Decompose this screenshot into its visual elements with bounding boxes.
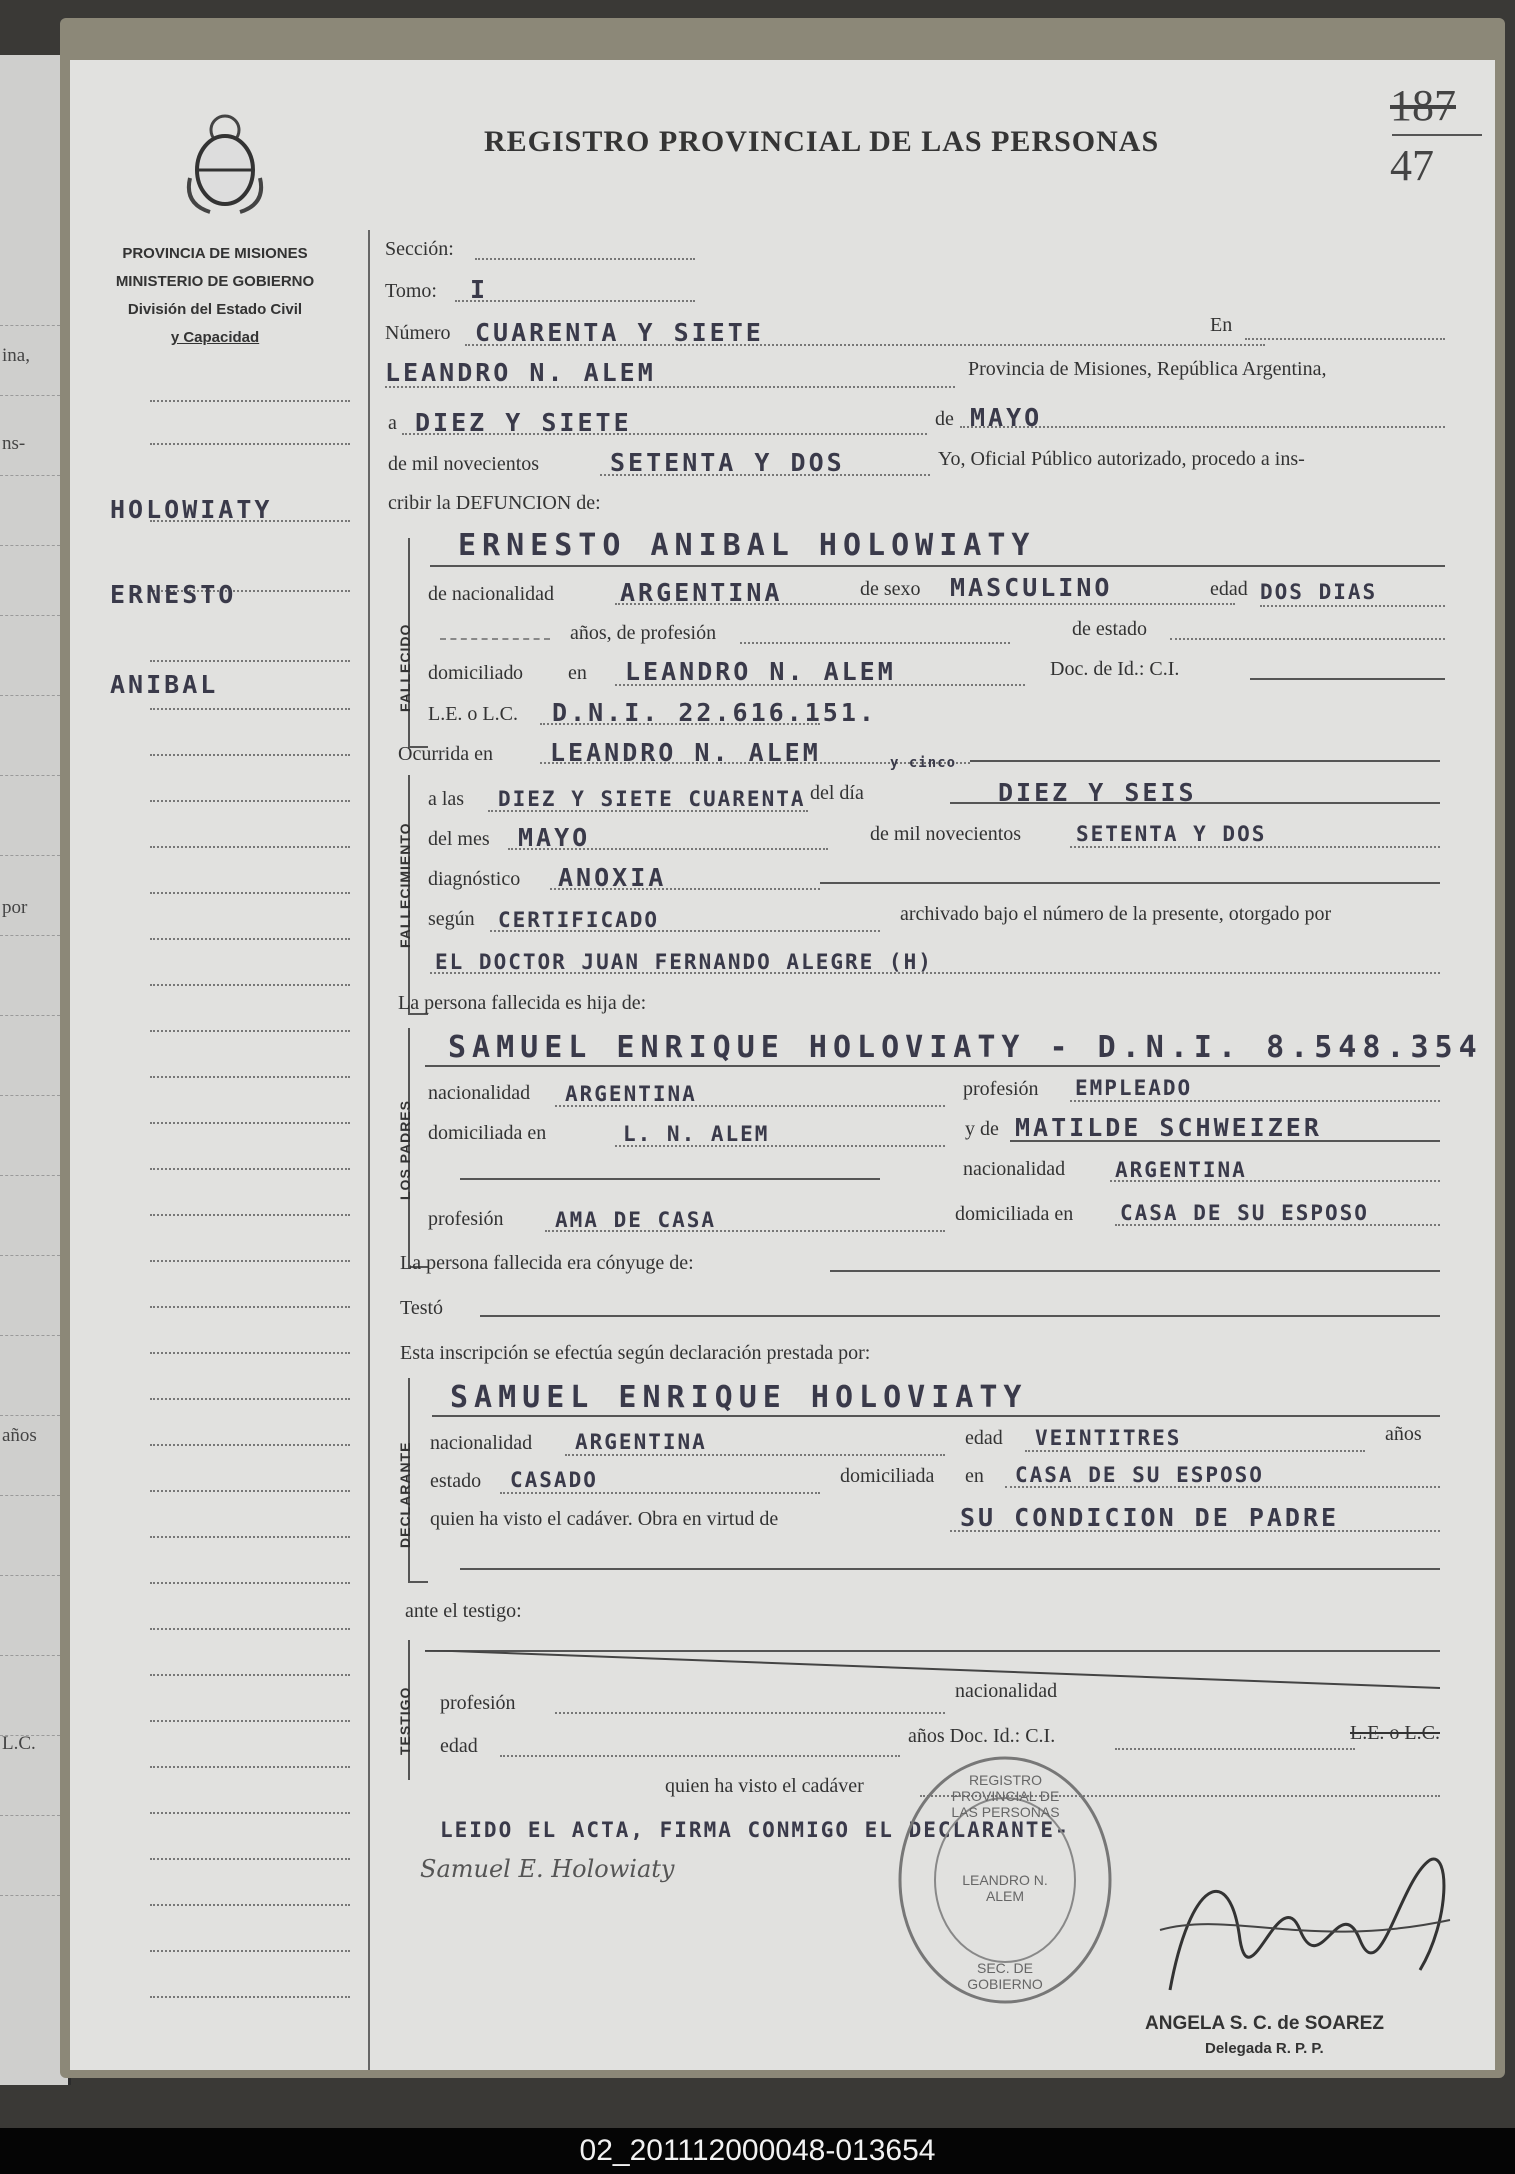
official-title: Delegada R. P. P. xyxy=(1205,2040,1324,2057)
padre-nacionalidad-value: ARGENTINA xyxy=(565,1082,697,1106)
mes-value: MAYO xyxy=(970,403,1043,432)
tomo-label: Tomo: xyxy=(385,280,437,302)
sexo-value: MASCULINO xyxy=(950,573,1113,602)
anos-profesion-label: años, de profesión xyxy=(570,622,717,644)
de-mil-label: de mil novecientos xyxy=(870,823,1022,845)
madre-nacionalidad-label: nacionalidad xyxy=(963,1158,1066,1180)
domicilio-value: LEANDRO N. ALEM xyxy=(625,657,896,686)
testo-label: Testó xyxy=(400,1297,444,1319)
padres-section-label: LOS PADRES xyxy=(397,1100,413,1200)
padre-profesion-label: profesión xyxy=(963,1078,1039,1100)
seal-ring-text: REGISTRO PROVINCIAL DE LAS PERSONAS xyxy=(951,1772,1060,1820)
declarante-edad-value: VEINTITRES xyxy=(1035,1426,1182,1450)
de-mil-label: de mil novecientos xyxy=(388,453,540,475)
page-number-old: 187 xyxy=(1390,81,1456,130)
numero-value: CUARENTA Y SIETE xyxy=(475,318,764,347)
archivado-label: archivado bajo el número de la presente, otorgado por xyxy=(900,903,1332,925)
del-mes-label: del mes xyxy=(428,828,490,850)
en-label: En xyxy=(1210,314,1233,336)
ministry-line: y Capacidad xyxy=(170,329,260,346)
ante-label: ante el testigo: xyxy=(405,1600,522,1622)
yo-label: Yo, Oficial Público autorizado, procedo a ins- xyxy=(938,448,1305,470)
declarante-domicilio-value: CASA DE SU ESPOSO xyxy=(1015,1463,1264,1487)
edad-label: edad xyxy=(1210,578,1248,600)
declarante-section-label: DECLARANTE xyxy=(397,1441,413,1548)
madre-domiciliada-label: domiciliada en xyxy=(955,1203,1074,1225)
lugar-value: LEANDRO N. ALEM xyxy=(385,358,656,387)
sexo-label: de sexo xyxy=(860,578,921,600)
edad-value: DOS DIAS xyxy=(1260,580,1378,604)
diagnostico-value: ANOXIA xyxy=(558,863,667,892)
madre-profesion-value: AMA DE CASA xyxy=(555,1208,717,1232)
margin-name: ERNESTO xyxy=(110,580,237,609)
estado-label: de estado xyxy=(1072,618,1147,640)
left-page-fragment: por xyxy=(2,897,28,918)
anio-value: SETENTA Y DOS xyxy=(610,448,845,477)
tomo-value: I xyxy=(470,275,489,304)
fecha-mes-value: MAYO xyxy=(518,823,591,852)
declarante-nacionalidad-value: ARGENTINA xyxy=(575,1430,707,1454)
hora-value: DIEZ Y SIETE CUARENTA xyxy=(498,787,806,811)
fecha-anio-value: SETENTA Y DOS xyxy=(1076,822,1267,846)
ministry-block xyxy=(100,240,330,352)
declarante-estado-label: estado xyxy=(430,1470,482,1492)
margin-surname: HOLOWIATY xyxy=(110,495,273,524)
cribir-label: cribir la DEFUNCION de: xyxy=(388,492,601,514)
padre-domiciliada-label: domiciliada en xyxy=(428,1122,547,1144)
official-signature-icon xyxy=(1150,1820,1470,2020)
declarante-visto-label: quien ha visto el cadáver. Obra en virtud de xyxy=(430,1508,779,1530)
page-number: 47 xyxy=(1390,141,1434,190)
fallecimiento-section-label: FALLECIMIENTO xyxy=(397,822,413,948)
dia-value: DIEZ Y SIETE xyxy=(415,408,632,437)
testigo-nacionalidad-label: nacionalidad xyxy=(955,1680,1058,1702)
register-title: REGISTRO PROVINCIAL DE LAS PERSONAS xyxy=(484,125,1160,158)
ocurrida-value: LEANDRO N. ALEM xyxy=(550,738,821,767)
madre-profesion-label: profesión xyxy=(428,1208,504,1230)
leido-note: LEIDO EL ACTA, FIRMA CONMIGO EL DECLARANTE- xyxy=(440,1818,1070,1842)
hora-insert: y cinco xyxy=(890,755,957,771)
numero-label: Número xyxy=(385,322,451,344)
testigo-profesion-label: profesión xyxy=(440,1692,516,1714)
hija-de-label: La persona fallecida es hija de: xyxy=(398,992,647,1014)
le-lc-label: L.E. o L.C. xyxy=(428,703,518,725)
seal-bottom-text: SEC. DE GOBIERNO xyxy=(967,1960,1043,1992)
a-las-label: a las xyxy=(428,788,465,810)
strike-line xyxy=(425,1650,1440,1690)
conyuge-label: La persona fallecida era cónyuge de: xyxy=(400,1252,694,1274)
margin-name: ANIBAL xyxy=(110,670,219,699)
y-de-label: y de xyxy=(965,1118,999,1140)
declarante-signature: Samuel E. Holowiaty xyxy=(420,1855,675,1883)
domiciliado-suffix: o xyxy=(513,662,523,684)
inscripcion-label: Esta inscripción se efectúa según declaración prestada por: xyxy=(400,1342,871,1364)
left-page-fragment: años xyxy=(2,1425,37,1446)
seal-center-text: LEANDRO N. ALEM xyxy=(962,1872,1048,1904)
declarante-anos-label: años xyxy=(1385,1423,1422,1445)
declarante-name: SAMUEL ENRIQUE HOLOVIATY xyxy=(450,1380,1028,1415)
left-page-fragment: L.C. xyxy=(2,1733,36,1754)
madre-name: MATILDE SCHWEIZER xyxy=(1015,1113,1322,1142)
del-dia-label: del día xyxy=(810,782,864,804)
madre-nacionalidad-value: ARGENTINA xyxy=(1115,1158,1247,1182)
doc-id-label: Doc. de Id.: C.I. xyxy=(1050,658,1180,680)
testigo-anos-doc-label: años Doc. Id.: C.I. xyxy=(908,1725,1056,1747)
coat-of-arms-icon xyxy=(180,108,270,218)
nacionalidad-label: de nacionalidad xyxy=(428,583,555,605)
en-label: en xyxy=(568,662,587,684)
left-page-fragment: ns- xyxy=(2,433,26,454)
declarante-obra-value: SU CONDICION DE PADRE xyxy=(960,1503,1340,1532)
ministry-line: PROVINCIA DE MISIONES xyxy=(122,245,308,262)
fallecido-section-label: FALLECIDO xyxy=(397,623,413,712)
padre-name: SAMUEL ENRIQUE HOLOVIATY - D.N.I. 8.548.354 xyxy=(448,1030,1483,1065)
ministry-line: División del Estado Civil xyxy=(127,301,303,318)
seccion-label: Sección: xyxy=(385,238,454,260)
fallecido-name: ERNESTO ANIBAL HOLOWIATY xyxy=(458,528,1036,563)
segun-value: CERTIFICADO xyxy=(498,908,660,932)
fecha-dia-value: DIEZ Y SEIS xyxy=(998,778,1197,807)
declarante-domiciliada-label: domiciliada xyxy=(840,1465,935,1487)
testigo-edad-label: edad xyxy=(440,1735,478,1757)
de-label: de xyxy=(935,408,954,430)
ocurrida-label: Ocurrida en xyxy=(398,743,493,765)
domiciliado-label: domiciliad xyxy=(428,662,514,684)
a-label: a xyxy=(388,412,397,434)
official-name: ANGELA S. C. de SOAREZ xyxy=(1145,2013,1384,2034)
declarante-en-label: en xyxy=(965,1465,984,1487)
padre-nacionalidad-label: nacionalidad xyxy=(428,1082,531,1104)
image-id-footer: 02_201112000048-013654 xyxy=(0,2128,1515,2174)
segun-label: según xyxy=(428,908,475,930)
declarante-edad-label: edad xyxy=(965,1427,1003,1449)
register-page xyxy=(70,60,1495,2070)
testigo-le-lc-label: L.E. o L.C. xyxy=(1350,1722,1440,1744)
diagnostico-label: diagnóstico xyxy=(428,868,521,890)
ministry-line: MINISTERIO DE GOBIERNO xyxy=(115,273,315,290)
testigo-section-label: TESTIGO xyxy=(397,1686,413,1755)
padre-profesion-value: EMPLEADO xyxy=(1075,1076,1193,1100)
provincia-label: Provincia de Misiones, República Argentina, xyxy=(968,358,1327,380)
documento-value: D.N.I. 22.616.151. xyxy=(552,698,877,727)
nacionalidad-value: ARGENTINA xyxy=(620,578,783,607)
declarante-estado-value: CASADO xyxy=(510,1468,598,1492)
left-page-fragment: ina, xyxy=(2,345,30,366)
doctor-value: EL DOCTOR JUAN FERNANDO ALEGRE (H) xyxy=(435,950,933,974)
madre-domicilio-value: CASA DE SU ESPOSO xyxy=(1120,1201,1369,1225)
declarante-nacionalidad-label: nacionalidad xyxy=(430,1432,533,1454)
testigo-visto-label: quien ha visto el cadáver xyxy=(665,1775,864,1797)
padre-domicilio-value: L. N. ALEM xyxy=(623,1122,770,1146)
